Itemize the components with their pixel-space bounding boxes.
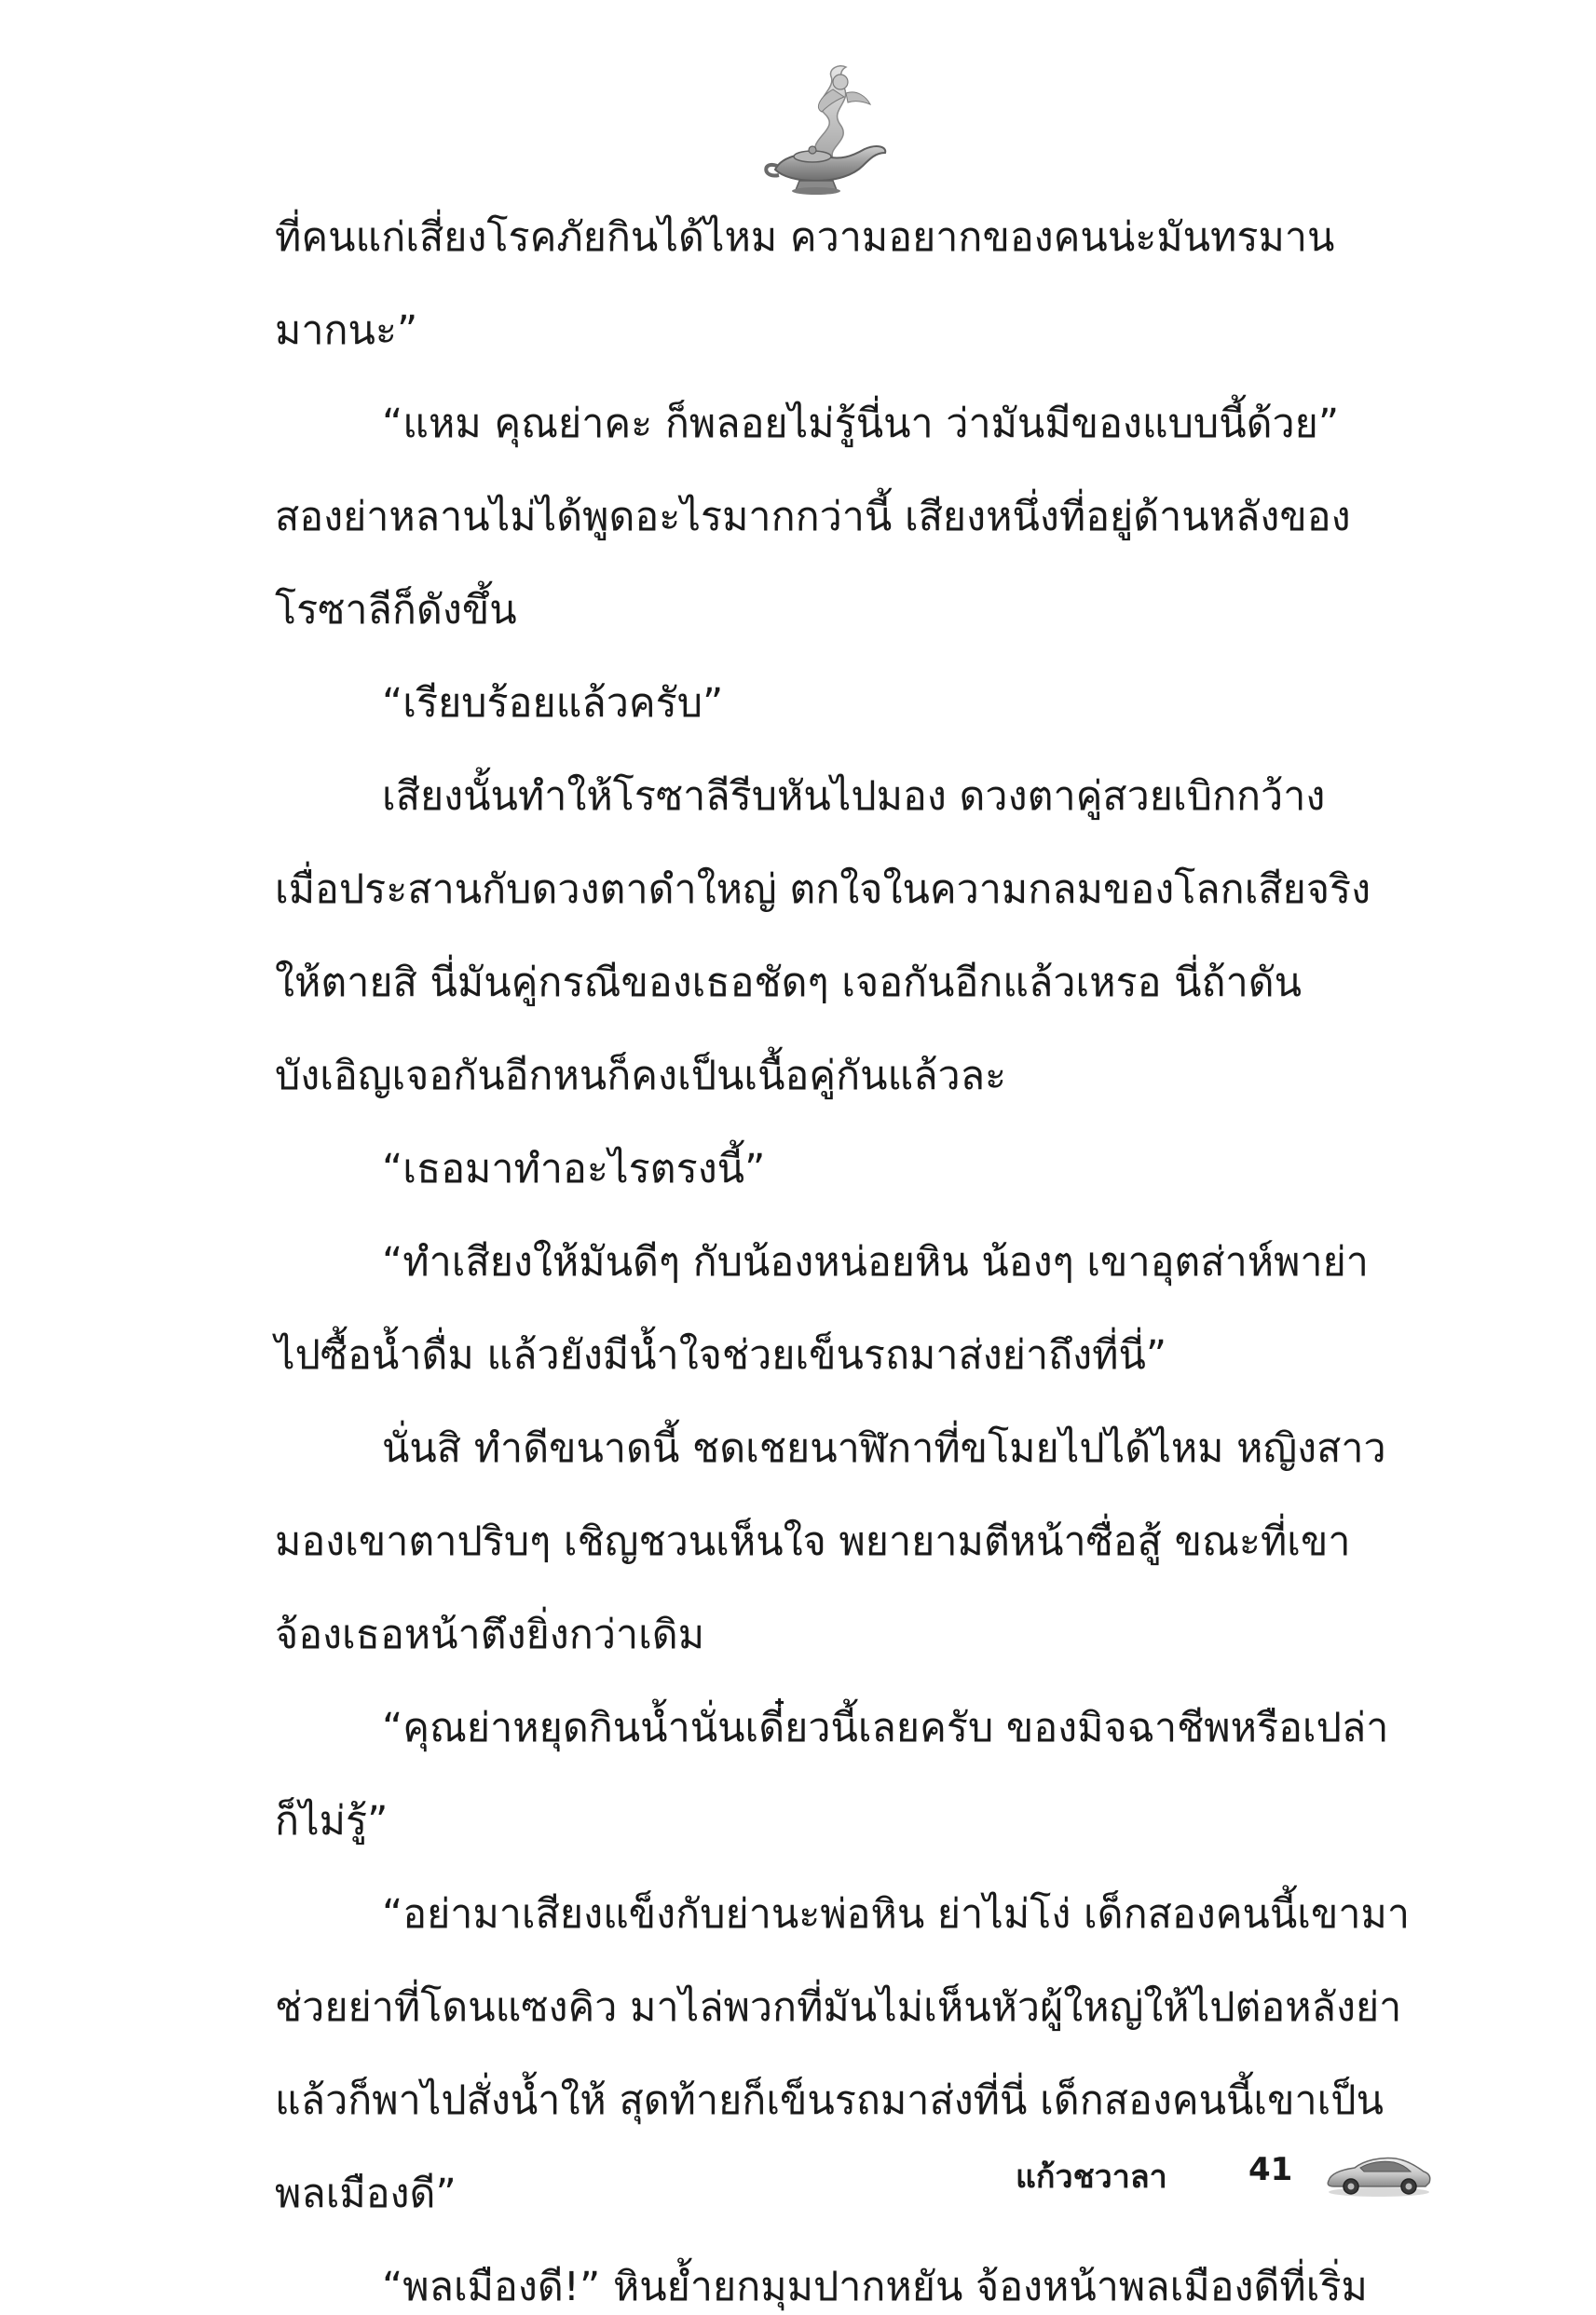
text-line: เมื่อประสานกับดวงตาดำใหญ่ ตกใจในความกลมของโลกเสียจริง [275, 866, 1371, 913]
text-line: ช่วยย่าที่โดนแซงคิว มาไล่พวกที่มันไม่เห็นหัวผู้ใหญ่ให้ไปต่อหลังย่า [275, 1984, 1402, 2031]
text-line: ที่คนแก่เสี่ยงโรคภัยกินได้ไหม ความอยากของคนน่ะมันทรมาน [275, 214, 1335, 261]
text-line: พลเมืองดี” [275, 2171, 457, 2217]
text-line: “ทำเสียงให้มันดีๆ กับน้องหน่อยหิน น้องๆ เขาอุตส่าห์พาย่า [382, 1239, 1369, 1286]
text-line: นั่นสิ ทำดีขนาดนี้ ชดเชยนาฬิกาที่ขโมยไปได้ไหม หญิงสาว [382, 1425, 1386, 1472]
text-line: เสียงนั้นทำให้โรซาลีรีบหันไปมอง ดวงตาคู่สวยเบิกกว้าง [382, 773, 1326, 820]
text-line: ให้ตายสิ นี่มันคู่กรณีของเธอชัดๆ เจอกันอีกแล้วเหรอ นี่ถ้าดัน [275, 960, 1303, 1006]
text-line: โรซาลีก็ดังขึ้น [275, 587, 517, 633]
text-line: มองเขาตาปริบๆ เชิญชวนเห็นใจ พยายามตีหน้าซื่อสู้ ขณะที่เขา [275, 1518, 1351, 1565]
magic-lamp-genie-icon [755, 56, 894, 205]
sports-car-icon [1323, 2147, 1435, 2199]
text-line: “แหม คุณย่าคะ ก็พลอยไม่รู้นี่นา ว่ามันมีของแบบนี้ด้วย” [382, 401, 1340, 447]
book-title: แก้วชวาลา [1016, 2158, 1167, 2196]
text-line: “พลเมืองดี!” หินย้ำยกมุมปากหยัน จ้องหน้าพลเมืองดีที่เริ่ม [382, 2264, 1368, 2310]
text-line: ไปซื้อน้ำดื่ม แล้วยังมีน้ำใจช่วยเข็นรถมาส่งย่าถึงที่นี่” [275, 1332, 1167, 1379]
text-line: “เรียบร้อยแล้วครับ” [382, 680, 724, 727]
text-line: สองย่าหลานไม่ได้พูดอะไรมากกว่านี้ เสียงหนึ่งที่อยู่ด้านหลังของ [275, 494, 1351, 540]
text-line: “อย่ามาเสียงแข็งกับย่านะพ่อหิน ย่าไม่โง่ เด็กสองคนนี้เขามา [382, 1891, 1410, 1938]
text-line: แล้วก็พาไปสั่งน้ำให้ สุดท้ายก็เข็นรถมาส่งที่นี่ เด็กสองคนนี้เขาเป็น [275, 2077, 1384, 2124]
text-line: “คุณย่าหยุดกินน้ำนั่นเดี๋ยวนี้เลยครับ ของมิจฉาชีพหรือเปล่า [382, 1705, 1389, 1751]
text-line: บังเอิญเจอกันอีกหนก็คงเป็นเนื้อคู่กันแล้วละ [275, 1053, 1007, 1099]
text-line: “เธอมาทำอะไรตรงนี้” [382, 1146, 766, 1192]
text-line: จ้องเธอหน้าตึงยิ่งกว่าเดิม [275, 1612, 705, 1658]
page-footer [1016, 2147, 1500, 2203]
page-number: 41 [1248, 2151, 1293, 2188]
text-line: มากนะ” [275, 307, 418, 354]
text-line: ก็ไม่รู้” [275, 1798, 389, 1845]
